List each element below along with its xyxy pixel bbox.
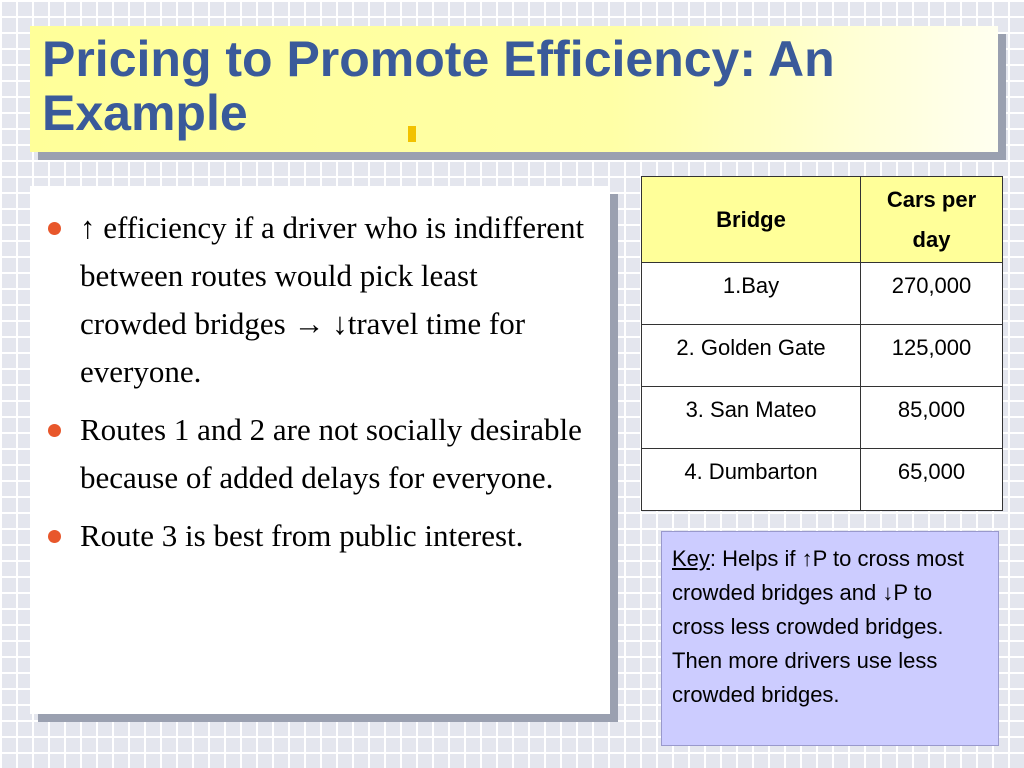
bullet-list — [44, 204, 590, 560]
bullet-item — [44, 512, 590, 560]
cell-bridge: 2. Golden Gate — [642, 325, 861, 387]
bridge-traffic-table — [641, 176, 1003, 511]
bullet-list-box — [30, 186, 610, 714]
table-row — [642, 325, 1003, 387]
bullet-dot-icon — [48, 530, 61, 543]
cell-cars: 85,000 — [861, 387, 1003, 449]
cell-bridge: 4. Dumbarton — [642, 449, 861, 511]
key-label: Key — [672, 546, 710, 571]
bullet-item — [44, 406, 590, 502]
cell-cars: 270,000 — [861, 263, 1003, 325]
bullet-text: Route 3 is best from public interest. — [80, 518, 524, 553]
slide-title: Pricing to Promote Efficiency: An Example — [42, 31, 835, 141]
cell-bridge: 3. San Mateo — [642, 387, 861, 449]
table-row — [642, 449, 1003, 511]
bullet-dot-icon — [48, 222, 61, 235]
title-box — [30, 26, 998, 152]
cell-cars: 65,000 — [861, 449, 1003, 511]
header-cars-per-day-label: Cars per day — [886, 186, 977, 252]
table-row — [642, 263, 1003, 325]
bullet-item — [44, 204, 590, 396]
bullet-text: Routes 1 and 2 are not socially desirable because of added delays for everyone. — [80, 412, 582, 495]
key-text: : Helps if ↑P to cross most crowded bridges and ↓P to cross less crowded bridges. Then more drivers use less crowded bridges. — [672, 546, 964, 707]
table-row — [642, 387, 1003, 449]
table-header-row — [642, 177, 1003, 263]
bullet-dot-icon — [48, 424, 61, 437]
header-cars-per-day — [861, 177, 1003, 263]
title-mark — [408, 126, 416, 142]
key-note-box — [661, 531, 999, 746]
cell-cars: 125,000 — [861, 325, 1003, 387]
header-bridge: Bridge — [642, 177, 861, 263]
bullet-text: ↑ efficiency if a driver who is indifferent between routes would pick least crowded bridges → ↓travel time for everyone. — [80, 210, 585, 389]
cell-bridge: 1.Bay — [642, 263, 861, 325]
